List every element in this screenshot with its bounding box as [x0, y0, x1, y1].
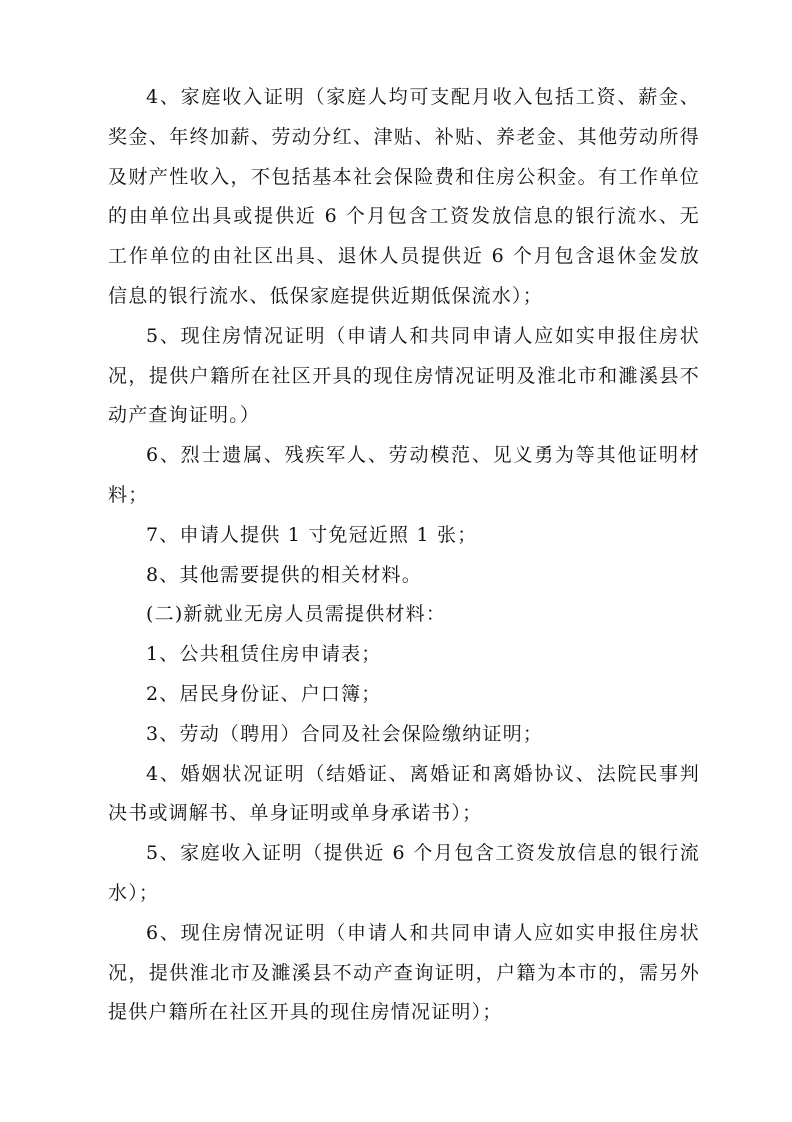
paragraph-special-status-proof: 6、烈士遗属、残疾军人、劳动模范、见义勇为等其他证明材料； [108, 444, 700, 506]
paragraph-housing-status-new: 6、现住房情况证明（申请人和共同申请人应如实申报住房状况，提供淮北市及濉溪县不动产查询证明，户籍为本市的，需另外提供户籍所在社区开具的现住房情况证明）； [108, 921, 700, 1024]
paragraph-income-proof-new: 5、家庭收入证明（提供近 6 个月包含工资发放信息的银行流水）； [108, 842, 700, 904]
paragraph-housing-status-proof: 5、现住房情况证明（申请人和共同申请人应如实申报住房状况，提供户籍所在社区开具的现住房情况证明及淮北市和濉溪县不动产查询证明。） [108, 324, 700, 427]
paragraph-labor-contract: 3、劳动（聘用）合同及社会保险缴纳证明； [146, 722, 544, 745]
paragraph-household-income-proof: 4、家庭收入证明（家庭人均可支配月收入包括工资、薪金、奖金、年终加薪、劳动分红、津贴、补贴、养老金、其他劳动所得及财产性收入，不包括基本社会保险费和住房公积金。有工作单位的由单位出具或提供近 6 个月包含工资发放信息的银行流水、无工作单位的由社区出具、退休人员提供近 6 个月包含退休金发放信息的银行流水、低保家庭提供近期低保流水）； [108, 86, 700, 307]
document-body [108, 78, 700, 1033]
paragraph-photo-requirement: 7、申请人提供 1 寸免冠近照 1 张； [146, 523, 478, 546]
section-heading-new-employees: (二)新就业无房人员需提供材料： [146, 603, 447, 626]
paragraph-other-materials: 8、其他需要提供的相关材料。 [146, 563, 422, 586]
paragraph-id-household-register: 2、居民身份证、户口簿； [146, 682, 382, 705]
paragraph-marital-status: 4、婚姻状况证明（结婚证、离婚证和离婚协议、法院民事判决书或调解书、单身证明或单身承诺书）； [108, 762, 700, 825]
paragraph-application-form: 1、公共租赁住房申请表； [146, 643, 382, 666]
